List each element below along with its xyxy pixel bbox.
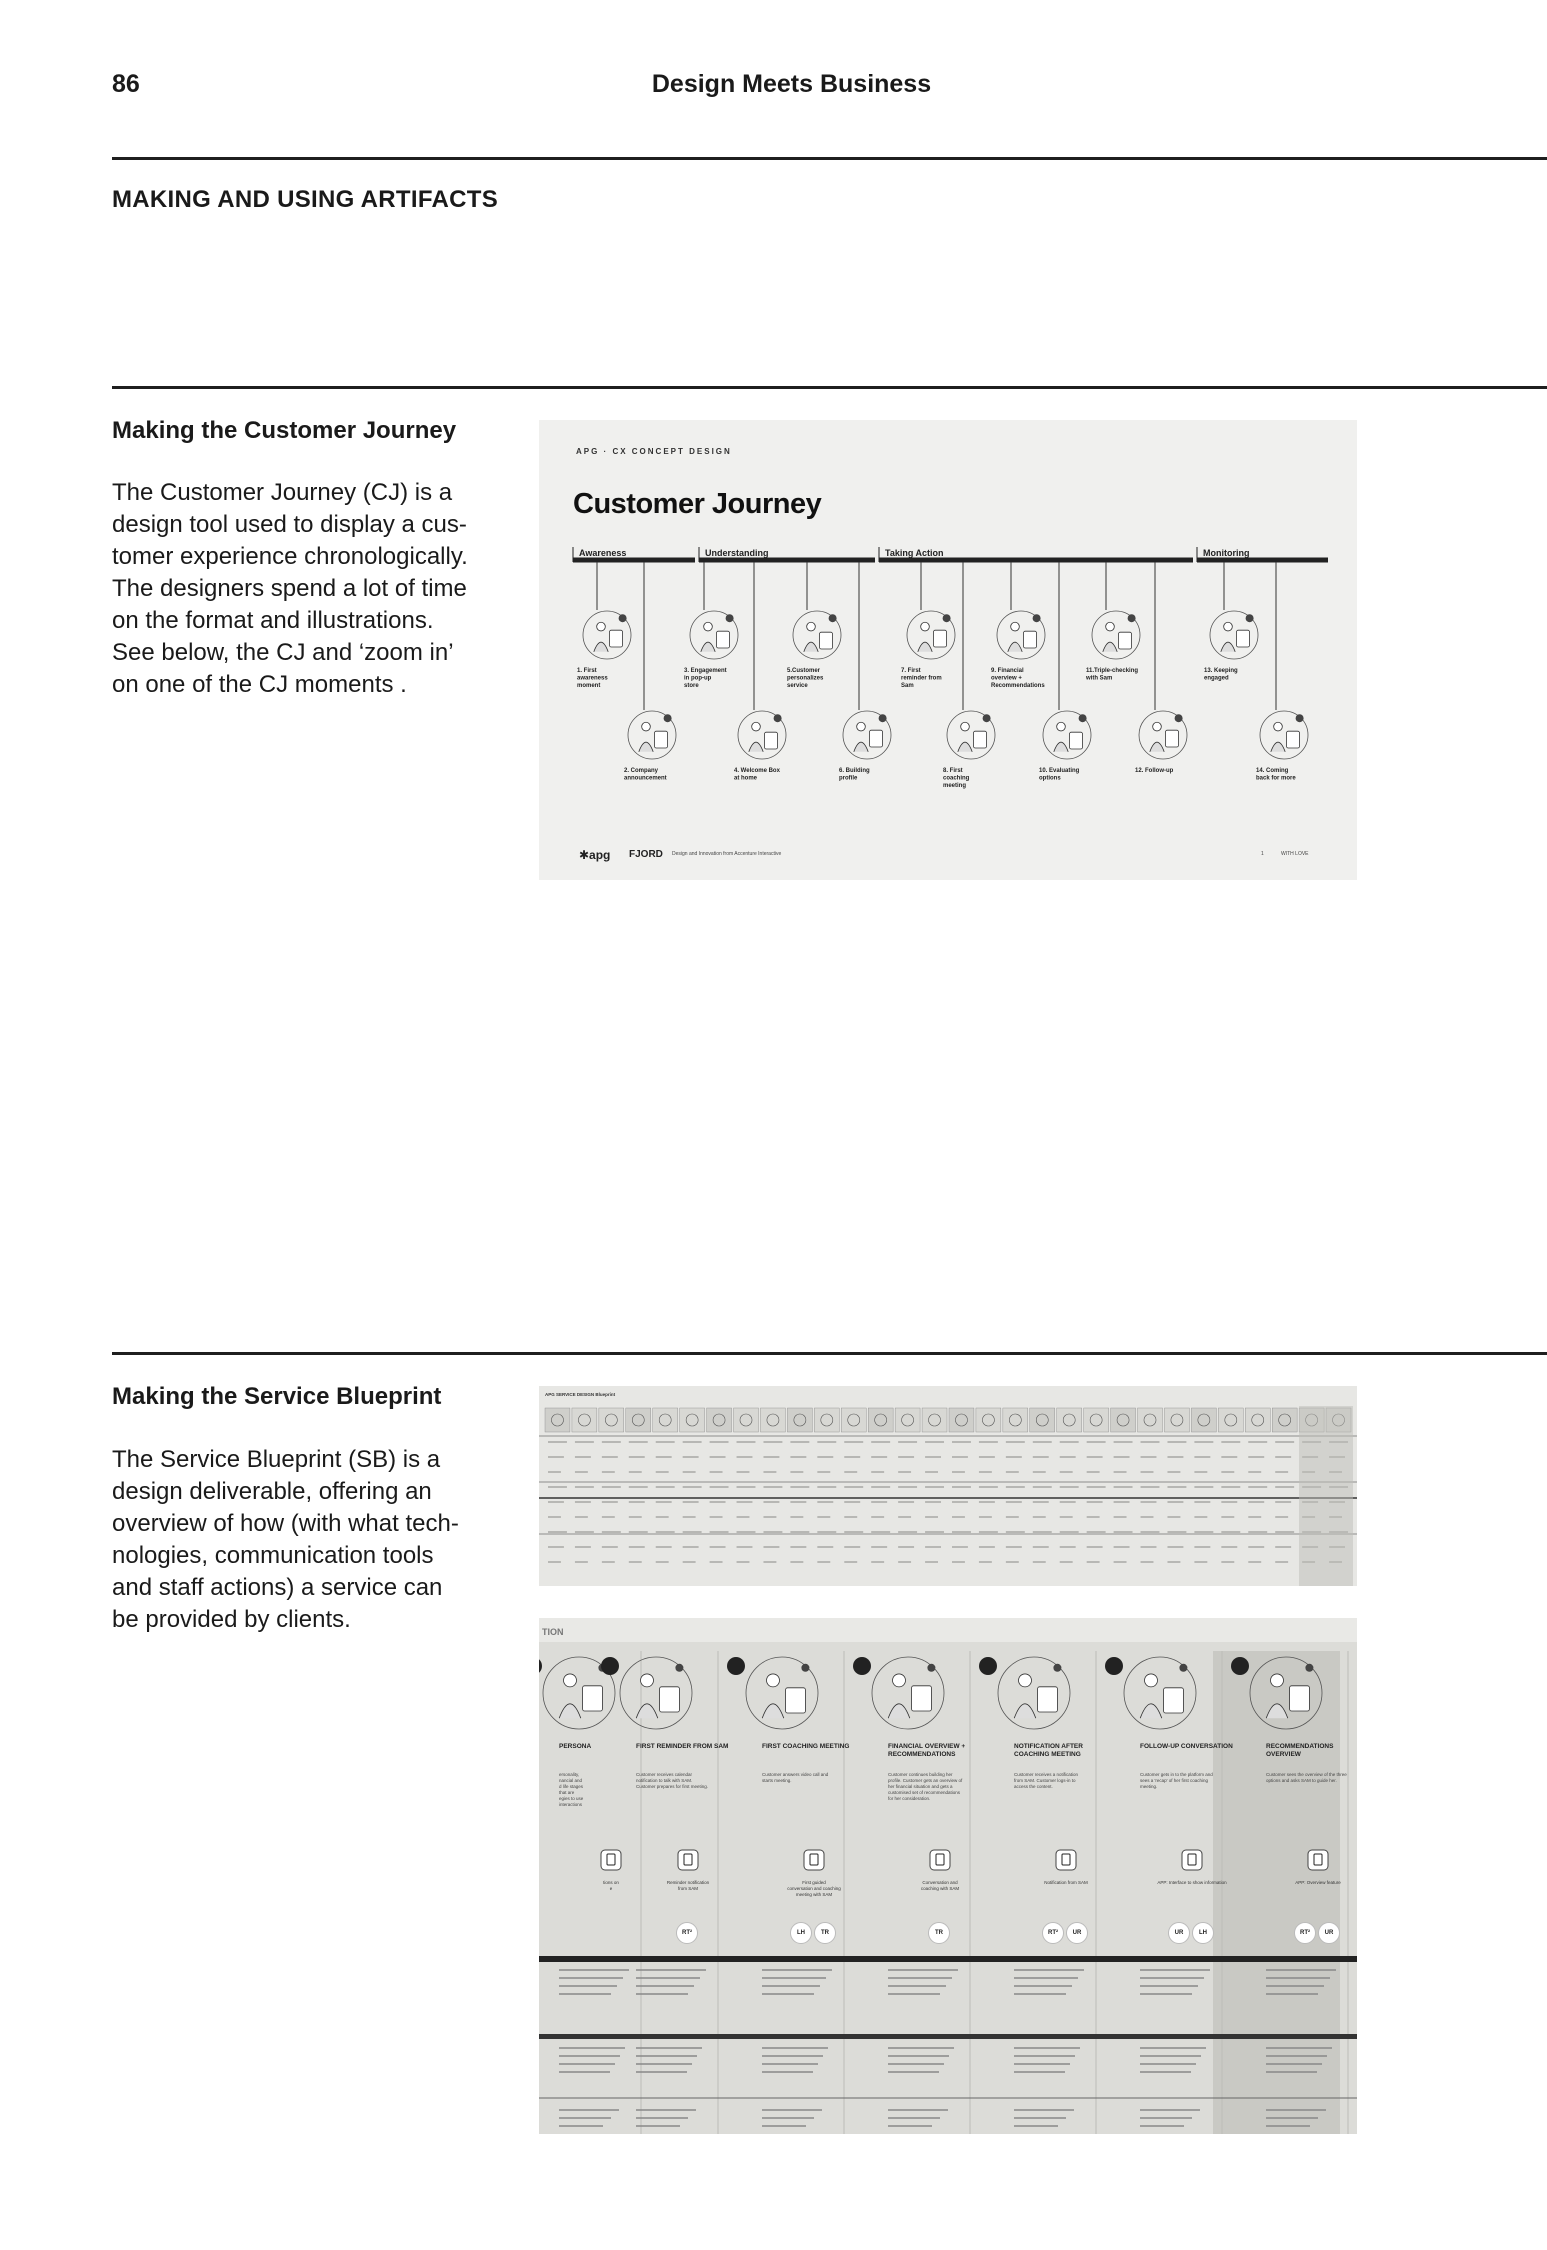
- sb-overview-illustration: [572, 1408, 597, 1432]
- cj-body: [112, 477, 512, 701]
- section-title: MAKING AND USING ARTIFACTS: [112, 186, 499, 213]
- column-heading-line: NOTIFICATION AFTER: [1014, 1743, 1083, 1750]
- person-head: [641, 1674, 654, 1687]
- moment-illustration: [947, 711, 995, 759]
- accent-dot: [1033, 614, 1041, 622]
- description-line: meeting.: [1140, 1784, 1158, 1789]
- touchpoint-line: Notification from SAM: [1044, 1880, 1088, 1885]
- moment-label: 1. First awareness moment: [577, 668, 608, 689]
- blueprint-column-description: [888, 1772, 998, 1802]
- person-body: [1271, 742, 1285, 752]
- role-badge: LH: [1192, 1922, 1214, 1944]
- accent-dot: [675, 1664, 683, 1672]
- person-head: [1145, 1674, 1158, 1687]
- sb-overview-illustration: [868, 1408, 893, 1432]
- sb-body-line: nologies, communication tools: [112, 1542, 434, 1569]
- device-sketch: [1236, 630, 1249, 647]
- accent-dot: [1179, 1664, 1187, 1672]
- cj-body-line: See below, the CJ and ‘zoom in’: [112, 639, 454, 666]
- sb-body-line: design deliverable, offering an: [112, 1478, 432, 1505]
- sb-detail-header-strip: [539, 1618, 1357, 1642]
- sb-overview-illustration: [1164, 1408, 1189, 1432]
- person-head: [857, 722, 866, 731]
- fjord-logo: FJORD: [629, 849, 663, 860]
- column-heading-line: RECOMMENDATIONS: [1266, 1743, 1334, 1750]
- moment-label: 4. Welcome Box at home: [734, 768, 780, 782]
- person-head: [1019, 1674, 1032, 1687]
- sb-overview-illustration: [1003, 1408, 1028, 1432]
- accent-dot: [1305, 1664, 1313, 1672]
- person-body: [639, 742, 653, 752]
- moment-label: 14. Coming back for more: [1256, 768, 1296, 782]
- moment-label: 7. First reminder from Sam: [901, 668, 942, 689]
- device-sketch: [973, 731, 986, 748]
- touchpoint-line: coaching with SAM: [920, 1886, 960, 1891]
- moment-illustration: [1043, 711, 1091, 759]
- touchpoint-label: [1273, 1880, 1357, 1886]
- section-rule-cj: [112, 386, 1547, 389]
- description-line: profile. Customer gets an overview of: [888, 1778, 963, 1783]
- page-number: 86: [112, 70, 140, 98]
- moment-illustration: [628, 711, 676, 759]
- sb-overview-illustration: [895, 1408, 920, 1432]
- touchpoint-line: Reminder notification: [666, 1880, 710, 1885]
- device-sketch: [1164, 1688, 1184, 1713]
- sb-overview-illustration: [922, 1408, 947, 1432]
- description-line: interactions: [559, 1802, 583, 1807]
- moment-label: 8. First coaching meeting: [943, 768, 970, 789]
- sb-overview-illustration: [545, 1408, 570, 1432]
- sb-overview-illustration: [1084, 1408, 1109, 1432]
- sb-overview-illustration: [1057, 1408, 1082, 1432]
- blueprint-column-description: [1140, 1772, 1250, 1790]
- sb-overview-illustration: [841, 1408, 866, 1432]
- device-sketch: [1038, 1687, 1058, 1712]
- accent-dot: [1246, 614, 1254, 622]
- cj-timeline: [539, 420, 1357, 880]
- device-sketch: [1023, 631, 1036, 648]
- moment-illustration: [1260, 711, 1308, 759]
- sb-overview-illustration: [814, 1408, 839, 1432]
- description-line: Customer gets in to the platform and: [1140, 1772, 1213, 1777]
- touchpoint-label: [1021, 1880, 1111, 1886]
- sb-overview-illustration: [707, 1408, 732, 1432]
- moment-label: 12. Follow-up: [1135, 768, 1174, 774]
- person-head: [767, 1674, 780, 1687]
- sb-overview-illustration: [680, 1408, 705, 1432]
- accent-dot: [983, 714, 991, 722]
- moment-label: 11.Triple-checking with Sam: [1086, 668, 1139, 682]
- column-heading-line: PERSONA: [559, 1743, 592, 1750]
- device-sketch: [1069, 732, 1082, 749]
- description-line: notification to talk with SAM.: [636, 1778, 693, 1783]
- person-head: [597, 622, 606, 631]
- line-of-interaction: [539, 1956, 1357, 1962]
- moment-label: 3. Engagement in pop-up store: [684, 668, 727, 689]
- person-head: [564, 1674, 577, 1687]
- person-head: [1224, 622, 1233, 631]
- device-sketch: [933, 630, 946, 647]
- person-body: [918, 642, 932, 652]
- description-line: ersonality,: [559, 1772, 580, 1777]
- moment-label: 13. Keeping engaged: [1204, 668, 1238, 682]
- person-body: [1221, 642, 1235, 652]
- phase-label: Taking Action: [885, 548, 944, 558]
- column-illustration: [1105, 1657, 1196, 1729]
- sb-detail-tag: TION: [542, 1627, 564, 1637]
- person-body: [559, 1704, 581, 1718]
- device-sketch: [609, 630, 622, 647]
- device-sketch: [716, 631, 729, 648]
- moment-illustration: [793, 611, 841, 659]
- apg-logo: ✱apg: [579, 848, 611, 862]
- customer-journey-figure: [539, 420, 1357, 880]
- device-sketch: [869, 730, 882, 747]
- channel-icon: [979, 1657, 997, 1675]
- touchpoint-label: [769, 1880, 859, 1898]
- touchpoint-line: from SAM: [677, 1886, 698, 1891]
- cj-body-line: tomer experience chronologically.: [112, 543, 468, 570]
- person-head: [1057, 722, 1066, 731]
- section-rule-sb: [112, 1352, 1547, 1355]
- person-body: [1140, 1704, 1162, 1718]
- cj-title: Customer Journey: [573, 488, 822, 520]
- person-head: [642, 722, 651, 731]
- moment-illustration: [843, 711, 891, 759]
- description-line: from SAM. Customer logs-in to: [1014, 1778, 1076, 1783]
- column-heading-line: FIRST REMINDER FROM SAM: [636, 1743, 729, 1750]
- accent-dot: [1079, 714, 1087, 722]
- moment-label: 10. Evaluating options: [1039, 768, 1080, 782]
- person-head: [1011, 622, 1020, 631]
- blueprint-column-description: [1014, 1772, 1124, 1790]
- cj-body-line: on one of the CJ moments .: [112, 671, 407, 698]
- column-heading-line: FINANCIAL OVERVIEW +: [888, 1743, 966, 1750]
- person-body: [1150, 742, 1164, 752]
- description-line: d life stages: [559, 1784, 584, 1789]
- person-body: [854, 742, 868, 752]
- device-sketch: [764, 732, 777, 749]
- role-badge: TR: [928, 1922, 950, 1944]
- touchpoint-icon: [1056, 1850, 1076, 1870]
- description-line: customised set of recommendations: [888, 1790, 961, 1795]
- moment-illustration: [997, 611, 1045, 659]
- sb-overview-title: APG SERVICE DESIGN Blueprint: [545, 1392, 616, 1397]
- device-sketch: [583, 1686, 603, 1711]
- accent-dot: [1296, 714, 1304, 722]
- role-badge: LH: [790, 1922, 812, 1944]
- description-line: Customer sees the overview of the three: [1266, 1772, 1347, 1777]
- device-sketch: [786, 1688, 806, 1713]
- role-badge: RT²: [1042, 1922, 1064, 1944]
- sb-body-line: and staff actions) a service can: [112, 1574, 443, 1601]
- sb-overview-illustration: [626, 1408, 651, 1432]
- person-head: [1274, 722, 1283, 731]
- cj-body-line: The designers spend a lot of time: [112, 575, 467, 602]
- column-heading-line: FOLLOW-UP CONVERSATION: [1140, 1743, 1233, 1750]
- accent-dot: [1053, 1664, 1061, 1672]
- moment-label: 9. Financial overview + Recommendations: [991, 668, 1045, 689]
- sb-overview-illustration: [1030, 1408, 1055, 1432]
- description-line: for her consideration.: [888, 1796, 931, 1801]
- person-head: [921, 622, 930, 631]
- cj-footer-page: 1: [1261, 851, 1264, 857]
- person-head: [1153, 722, 1162, 731]
- cj-footer-right: WITH LOVE: [1281, 851, 1309, 857]
- touchpoint-line: First guided: [802, 1880, 826, 1885]
- role-badge: RT²: [676, 1922, 698, 1944]
- person-body: [1054, 742, 1068, 752]
- touchpoint-line: e: [609, 1886, 613, 1891]
- device-sketch: [1165, 730, 1178, 747]
- service-blueprint-detail: [539, 1618, 1357, 2134]
- blueprint-column-heading: [1266, 1743, 1333, 1759]
- description-line: nancial and: [559, 1778, 583, 1783]
- blueprint-column-heading: [636, 1743, 728, 1751]
- column-heading-line: COACHING MEETING: [1014, 1751, 1081, 1758]
- sb-overview-illustration: [1191, 1408, 1216, 1432]
- touchpoint-label: [1147, 1880, 1237, 1886]
- sb-overview-illustration: [1218, 1408, 1243, 1432]
- blueprint-column-heading: [1140, 1743, 1233, 1751]
- touchpoint-line: meeting with SAM: [795, 1892, 833, 1897]
- sb-overview-illustration: [653, 1408, 678, 1432]
- column-illustration: [727, 1657, 818, 1729]
- column-illustration: [853, 1657, 944, 1729]
- blueprint-column-heading: [762, 1743, 849, 1751]
- description-line: Customer prepares for first meeting.: [636, 1784, 709, 1789]
- accent-dot: [879, 714, 887, 722]
- sb-overview-illustration: [734, 1408, 759, 1432]
- device-sketch: [1118, 632, 1131, 649]
- device-sketch: [660, 1687, 680, 1712]
- moment-illustration: [738, 711, 786, 759]
- device-sketch: [654, 731, 667, 748]
- person-body: [594, 642, 608, 652]
- accent-dot: [619, 614, 627, 622]
- person-head: [1271, 1674, 1284, 1687]
- sb-overview-illustration: [1111, 1408, 1136, 1432]
- moment-illustration: [1210, 611, 1258, 659]
- person-body: [762, 1704, 784, 1718]
- sb-body: [112, 1444, 512, 1636]
- description-line: Customer receives calendar: [636, 1772, 693, 1777]
- phase-label: Understanding: [705, 548, 769, 558]
- sb-body-line: be provided by clients.: [112, 1606, 351, 1633]
- touchpoint-icon: [678, 1850, 698, 1870]
- person-head: [704, 622, 713, 631]
- channel-icon: [853, 1657, 871, 1675]
- person-body: [749, 742, 763, 752]
- sb-overview-illustration: [599, 1408, 624, 1432]
- person-body: [701, 642, 715, 652]
- sb-overview-grid: [539, 1386, 1357, 1586]
- person-head: [1106, 622, 1115, 631]
- moment-label: 5.Customer personalizes service: [787, 668, 824, 689]
- role-badge: UR: [1318, 1922, 1340, 1944]
- touchpoint-label: [895, 1880, 985, 1892]
- sb-heading: Making the Service Blueprint: [112, 1383, 442, 1410]
- role-badge: TR: [814, 1922, 836, 1944]
- sb-overview-highlight: [1299, 1406, 1353, 1586]
- cj-heading: Making the Customer Journey: [112, 417, 457, 444]
- sb-body-line: overview of how (with what tech-: [112, 1510, 459, 1537]
- description-line: sees a 'recap' of her first coaching: [1140, 1778, 1209, 1783]
- touchpoint-line: conversation and coaching: [787, 1886, 841, 1891]
- cj-eyebrow: APG · CX CONCEPT DESIGN: [576, 447, 732, 456]
- moment-illustration: [1092, 611, 1140, 659]
- description-line: that are: [559, 1790, 575, 1795]
- role-badge: UR: [1168, 1922, 1190, 1944]
- device-sketch: [1286, 731, 1299, 748]
- touchpoint-icon: [601, 1850, 621, 1870]
- person-body: [636, 1704, 658, 1718]
- person-head: [893, 1674, 906, 1687]
- touchpoint-line: APP: Interface to show information: [1157, 1880, 1227, 1885]
- touchpoint-label: [643, 1880, 733, 1892]
- touchpoint-icon: [1308, 1850, 1328, 1870]
- blueprint-column-description: [762, 1772, 872, 1784]
- cj-body-line: The Customer Journey (CJ) is a: [112, 479, 453, 506]
- device-sketch: [1290, 1686, 1310, 1711]
- sb-overview-illustration: [787, 1408, 812, 1432]
- sb-overview-illustration: [949, 1408, 974, 1432]
- touchpoint-icon: [930, 1850, 950, 1870]
- person-body: [1008, 642, 1022, 652]
- accent-dot: [829, 614, 837, 622]
- description-line: starts meeting.: [762, 1778, 792, 1783]
- sb-overview-illustration: [760, 1408, 785, 1432]
- accent-dot: [801, 1664, 809, 1672]
- accent-dot: [1128, 614, 1136, 622]
- phase-label: Awareness: [579, 548, 627, 558]
- person-body: [1103, 642, 1117, 652]
- sb-overview-illustration: [1138, 1408, 1163, 1432]
- sb-overview-illustration: [976, 1408, 1001, 1432]
- person-body: [958, 742, 972, 752]
- line-of-visibility: [539, 2034, 1357, 2039]
- touchpoint-line: tions on: [603, 1880, 619, 1885]
- description-line: egies to use: [559, 1796, 584, 1801]
- phase-label: Monitoring: [1203, 548, 1250, 558]
- device-sketch: [912, 1686, 932, 1711]
- channel-icon: [539, 1657, 542, 1675]
- description-line: access the content.: [1014, 1784, 1053, 1789]
- accent-dot: [726, 614, 734, 622]
- touchpoint-icon: [1182, 1850, 1202, 1870]
- blueprint-column-heading: [888, 1743, 965, 1759]
- role-badge: RT²: [1294, 1922, 1316, 1944]
- sb-body-line: The Service Blueprint (SB) is a: [112, 1446, 441, 1473]
- column-illustration: [979, 1657, 1070, 1729]
- accent-dot: [1175, 714, 1183, 722]
- moment-label: 6. Building profile: [839, 768, 870, 782]
- moment-illustration: [907, 611, 955, 659]
- description-line: Customer receives a notification: [1014, 1772, 1079, 1777]
- column-heading-line: RECOMMENDATIONS: [888, 1751, 956, 1758]
- blueprint-column-description: [1266, 1772, 1357, 1784]
- role-badge: UR: [1066, 1922, 1088, 1944]
- moment-illustration: [583, 611, 631, 659]
- blueprint-column-heading: [559, 1743, 591, 1751]
- description-line: Customer continues building her: [888, 1772, 953, 1777]
- channel-icon: [727, 1657, 745, 1675]
- sb-overview-illustration: [1272, 1408, 1297, 1432]
- highlight-column: [1213, 1651, 1340, 2134]
- person-body: [1014, 1704, 1036, 1718]
- person-head: [752, 722, 761, 731]
- moment-illustration: [690, 611, 738, 659]
- person-head: [961, 722, 970, 731]
- blueprint-column-description: [636, 1772, 746, 1790]
- touchpoint-line: Conversation and: [922, 1880, 958, 1885]
- accent-dot: [943, 614, 951, 622]
- column-heading-line: FIRST COACHING MEETING: [762, 1743, 850, 1750]
- description-line: her financial situation and gets a: [888, 1784, 953, 1789]
- channel-icon: [601, 1657, 619, 1675]
- header-rule: [112, 157, 1547, 160]
- person-body: [888, 1704, 910, 1718]
- channel-icon: [1105, 1657, 1123, 1675]
- sb-overview-illustration: [1245, 1408, 1270, 1432]
- person-body: [804, 642, 818, 652]
- accent-dot: [774, 714, 782, 722]
- touchpoint-line: APP: Overview feature: [1295, 1880, 1341, 1885]
- cj-footer-tagline: Design and Innovation from Accenture Interactive: [672, 851, 782, 857]
- channel-icon: [1231, 1657, 1249, 1675]
- column-heading-line: OVERVIEW: [1266, 1751, 1301, 1758]
- device-sketch: [819, 632, 832, 649]
- running-head: Design Meets Business: [651, 70, 932, 98]
- touchpoint-icon: [804, 1850, 824, 1870]
- moment-label: 2. Company announcement: [624, 768, 667, 782]
- moment-illustration: [1139, 711, 1187, 759]
- description-line: options and asks SAM to guide her.: [1266, 1778, 1337, 1783]
- person-head: [807, 622, 816, 631]
- service-blueprint-overview: [539, 1386, 1357, 1586]
- sb-detail-illustrations: [539, 1618, 1357, 2134]
- accent-dot: [664, 714, 672, 722]
- blueprint-column-heading: [1014, 1743, 1083, 1759]
- accent-dot: [927, 1664, 935, 1672]
- cj-body-line: on the format and illustrations.: [112, 607, 434, 634]
- description-line: Customer answers video call and: [762, 1772, 829, 1777]
- cj-body-line: design tool used to display a cus-: [112, 511, 467, 538]
